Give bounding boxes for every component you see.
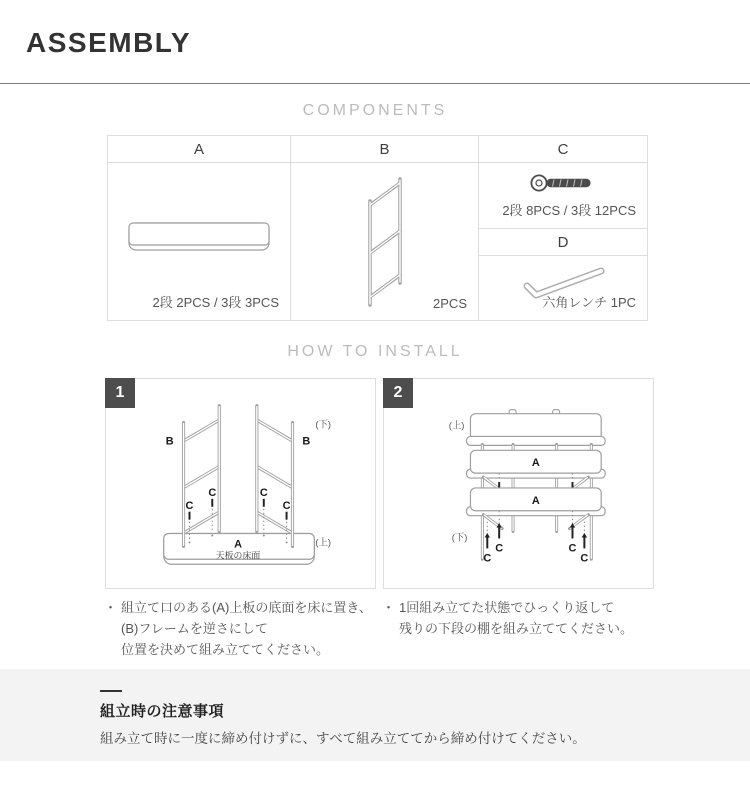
component-col-a bbox=[108, 136, 290, 320]
note-body: 組み立て時に一度に締め付けずに、すべて組み立ててから締め付けてください。 bbox=[100, 731, 586, 746]
component-a-id: A bbox=[108, 136, 290, 163]
components-heading: COMPONENTS bbox=[302, 102, 448, 119]
step-2-panel bbox=[383, 378, 654, 589]
component-a-qty: 2段 2PCS / 3段 3PCS bbox=[152, 295, 279, 310]
step-1-number-badge: 1 bbox=[105, 378, 135, 408]
shelf-label: A bbox=[531, 457, 540, 470]
bullet: ・ bbox=[382, 600, 396, 615]
step-2-number-badge: 2 bbox=[383, 378, 413, 408]
desc-line: 位置を決めて組み立ててください。 bbox=[121, 642, 330, 658]
title-divider bbox=[0, 83, 750, 84]
component-b-qty: 2PCS bbox=[433, 296, 467, 311]
shelf-label: A bbox=[531, 494, 540, 507]
screw-label: C bbox=[282, 499, 291, 512]
panel-caption: 天板の床面 bbox=[215, 550, 261, 561]
component-d-id: D bbox=[479, 229, 647, 256]
frame-label: B bbox=[302, 435, 311, 448]
step-2-description bbox=[382, 597, 660, 639]
note-dash bbox=[100, 690, 122, 692]
install-heading: HOW TO INSTALL bbox=[287, 343, 463, 360]
step-1-description bbox=[104, 597, 382, 660]
shelf-panel-icon bbox=[124, 219, 274, 255]
component-c-id: C bbox=[479, 136, 647, 163]
orientation-mark-bottom: (上) bbox=[315, 536, 332, 548]
components-table bbox=[107, 135, 648, 321]
component-d-qty: 六角レンチ 1PC bbox=[542, 295, 636, 310]
bullet: ・ bbox=[104, 600, 118, 615]
bolt-icon bbox=[528, 170, 598, 196]
screw-label: C bbox=[208, 486, 217, 499]
step-1-diagram bbox=[106, 379, 375, 588]
step-1-panel bbox=[105, 378, 376, 589]
desc-line: 残りの下段の棚を組み立ててください。 bbox=[399, 621, 634, 637]
desc-line: (B)フレームを逆さにして bbox=[121, 621, 268, 637]
page-title: ASSEMBLY bbox=[26, 27, 192, 58]
component-c-qty: 2段 8PCS / 3段 12PCS bbox=[502, 203, 636, 218]
panel-label: A bbox=[234, 538, 242, 551]
desc-line: 組立て口のある(A)上板の底面を床に置き、 bbox=[121, 600, 372, 615]
side-frame-icon bbox=[353, 171, 417, 313]
screw-label: C bbox=[483, 552, 492, 565]
orientation-mark-top: (下) bbox=[315, 418, 332, 430]
assembly-note-box bbox=[0, 669, 750, 761]
top-panel-drawing bbox=[466, 410, 605, 446]
orientation-mark-bottom: (下) bbox=[451, 531, 468, 543]
screw-label: C bbox=[580, 552, 589, 565]
frame-label: B bbox=[165, 435, 174, 448]
screw-label: C bbox=[568, 542, 577, 555]
screw-label: C bbox=[495, 542, 504, 555]
step-2-diagram bbox=[384, 379, 653, 588]
component-col-cd bbox=[478, 136, 647, 320]
frame-drawing bbox=[184, 406, 293, 547]
screw-label: C bbox=[185, 499, 194, 512]
orientation-mark-top: (上) bbox=[448, 419, 465, 431]
screw-label: C bbox=[259, 486, 268, 499]
note-title: 組立時の注意事項 bbox=[100, 703, 225, 720]
component-col-b bbox=[290, 136, 478, 320]
component-b-id: B bbox=[291, 136, 478, 163]
desc-line: 1回組み立てた状態でひっくり返して bbox=[399, 600, 615, 615]
